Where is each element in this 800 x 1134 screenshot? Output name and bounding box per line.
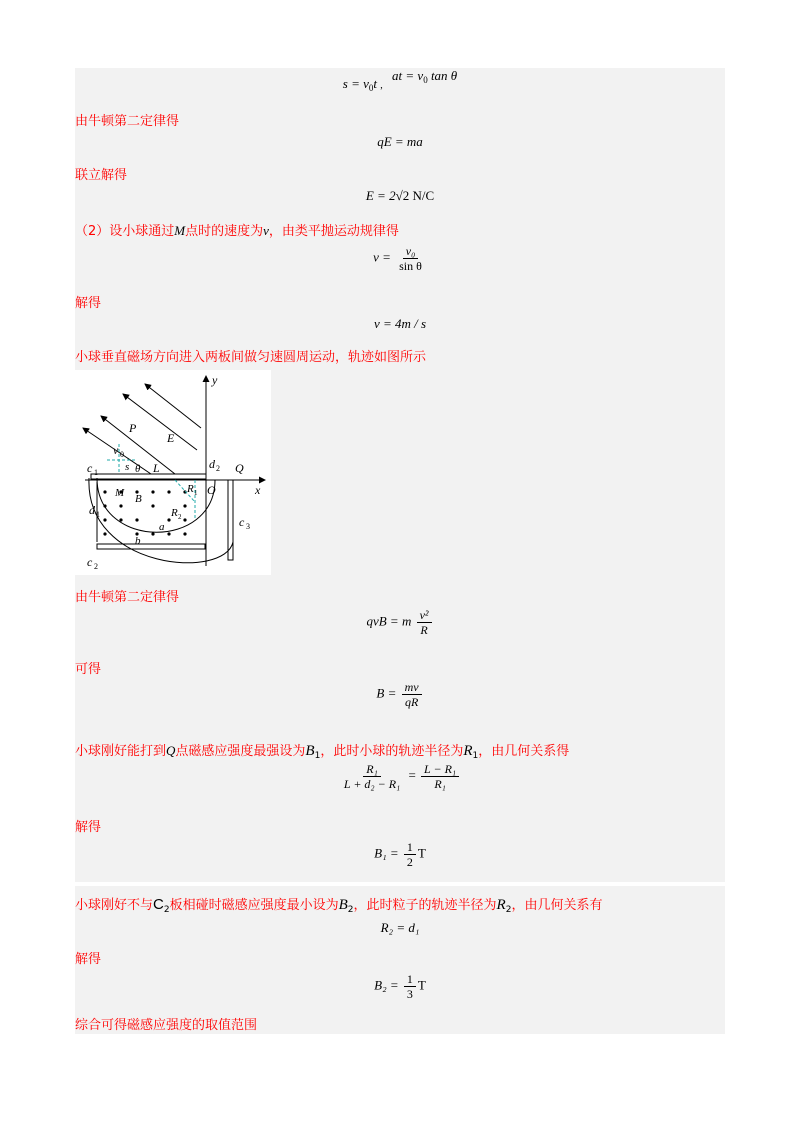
label-c2: c [87, 555, 93, 569]
eq-s-sub: 0 [368, 83, 374, 93]
notc-R-sub: 2 [505, 905, 512, 915]
plate-c2 [97, 544, 205, 549]
notc-R: R [496, 897, 506, 913]
label-c3-sub: 3 [246, 522, 250, 531]
part2-mid: 点时的速度为 [185, 224, 264, 239]
label-d2-sub: 2 [216, 464, 220, 473]
label-P: P [129, 421, 137, 435]
equation-b2 [75, 972, 725, 1001]
field-line [145, 384, 201, 428]
hitq-d: ，由几何关系得 [478, 744, 570, 759]
plate-c1 [91, 474, 206, 479]
eq-s-t: t [373, 76, 378, 91]
label-s: s [125, 461, 130, 473]
notc-c: ，此时粒子的轨迹半径为 [353, 898, 497, 913]
notc-C: C [153, 896, 164, 913]
label-Q: Q [235, 461, 244, 475]
equation-e-value [75, 188, 725, 204]
eq-e-unit: N/C [409, 188, 435, 203]
eq-at-sub: 0 [423, 75, 428, 85]
label-R2-sub: 2 [178, 513, 182, 521]
notc-C-sub: 2 [163, 905, 170, 915]
eq-r2: R₂ = d₁ [380, 920, 420, 935]
eq-v-num: v₀ [403, 244, 419, 259]
eq-qvb-lhs: qvB = m [366, 613, 412, 629]
text-solve-2: 解得 [75, 820, 102, 835]
label-L: L [153, 461, 160, 475]
hitq-B1-sub: 1 [314, 751, 321, 761]
label-B: B [135, 493, 142, 505]
eq-b2-unit: T [417, 977, 426, 993]
text-perpendicular: 小球垂直磁场方向进入两板间做匀速圆周运动，轨迹如图所示 [75, 350, 427, 365]
text-newton-1: 由牛顿第二定律得 [75, 114, 180, 129]
eq-geo-num2: L − R₁ [421, 762, 459, 777]
solution-panel-2 [75, 886, 725, 1034]
label-b: b [135, 535, 141, 547]
eq-v-den: sin θ [399, 259, 422, 273]
part2-end: ，由类平抛运动规律得 [268, 224, 399, 239]
label-y: y [212, 373, 218, 387]
equation-r2-d1 [75, 920, 725, 936]
text-hit-q [75, 740, 569, 761]
eq-v-lhs: v = [373, 249, 391, 265]
hitq-Q: Q [166, 743, 176, 758]
text-newton-2: 由牛顿第二定律得 [75, 590, 180, 605]
eq-qe: qE = ma [377, 134, 423, 149]
text-solve-1: 解得 [75, 296, 102, 311]
label-c1: c [87, 461, 93, 475]
label-M: M [115, 487, 125, 499]
notc-d: ，由几何关系有 [511, 898, 603, 913]
label-a: a [159, 521, 165, 533]
label-O: O [207, 483, 216, 497]
text-can-get: 可得 [75, 662, 102, 677]
text-not-c2 [75, 894, 602, 915]
eq-s: s = v [342, 76, 369, 91]
eq-b2-den: 3 [406, 987, 413, 1001]
label-E: E [167, 431, 175, 445]
hitq-B1: B [305, 743, 315, 759]
eq-at-tan: tan θ [430, 68, 458, 83]
hitq-c: ，此时小球的轨迹半径为 [320, 744, 464, 759]
label-x: x [255, 483, 261, 497]
equation-geometry-1 [75, 762, 725, 791]
equation-v-4 [75, 316, 725, 332]
eq-geo-den2: R₁ [434, 777, 446, 791]
equation-b-mv-qr [75, 680, 725, 709]
eq-e-sqrt: √2 [395, 188, 410, 203]
notc-B-sub: 2 [347, 905, 354, 915]
hitq-b: 点磁感应强度最强设为 [175, 744, 306, 759]
equation-s-at: $s = v_0t$ , at = $v_0$ tan θ [342, 68, 458, 93]
eq-b-lhs: B = [376, 685, 397, 701]
text-solve-3: 解得 [75, 952, 102, 967]
eq-b2-lhs: B₂ = [374, 977, 399, 993]
hitq-R1: R [463, 743, 473, 759]
part2-v: v [263, 223, 269, 238]
eq-geo-den1: L + d₂ − R₁ [343, 777, 401, 791]
label-c2-sub: 2 [94, 562, 98, 571]
label-c1-sub: 1 [94, 468, 98, 477]
text-range: 综合可得磁感应强度的取值范围 [75, 1018, 258, 1033]
text-part-2 [75, 220, 399, 239]
trajectory-diagram [75, 370, 271, 575]
label-v0-sub: 0 [120, 450, 124, 459]
eq-b-num: mv [402, 680, 422, 695]
notc-B: B [338, 897, 348, 913]
eq-b1-unit: T [417, 845, 426, 861]
eq-v4: v = 4m / s [373, 316, 427, 331]
label-theta: θ [135, 463, 141, 475]
eq-b1-lhs: B₁ = [374, 845, 399, 861]
label-R1-sub: 1 [194, 489, 198, 497]
label-d1: d [89, 503, 95, 517]
eq-b1-den: 2 [406, 855, 413, 869]
label-d2: d [209, 457, 215, 471]
solution-panel-1 [75, 68, 725, 882]
eq-qvb-den: R [420, 623, 428, 637]
eq-b-den: qR [404, 695, 419, 709]
equation-qe-ma [75, 134, 725, 150]
eq-geo-num1: R₁ [363, 762, 381, 777]
eq-e-lhs: E = 2 [365, 188, 396, 203]
label-R1: R [187, 483, 194, 495]
label-v0: v [113, 443, 119, 457]
notc-b: 板相碰时磁感应强度最小设为 [169, 898, 339, 913]
hitq-a: 小球刚好能打到 [75, 744, 167, 759]
eq-b1-num: 1 [404, 840, 416, 855]
eq-geo-eq: = [408, 767, 416, 783]
equation-v-sin [75, 244, 725, 273]
equation-qvb [75, 608, 725, 637]
part2-start: （2）设小球通过 [75, 224, 175, 239]
label-R2: R [171, 507, 178, 519]
hitq-R1-sub: 1 [472, 751, 479, 761]
eq-at: at = v [392, 68, 424, 83]
eq-qvb-num: v² [417, 608, 432, 623]
eq-b2-num: 1 [404, 972, 416, 987]
label-c3: c [239, 515, 245, 529]
notc-a: 小球刚好不与 [75, 898, 154, 913]
text-combine: 联立解得 [75, 168, 128, 183]
part2-M: M [174, 223, 186, 238]
equation-b1 [75, 840, 725, 869]
label-d1-sub: 1 [96, 510, 100, 519]
